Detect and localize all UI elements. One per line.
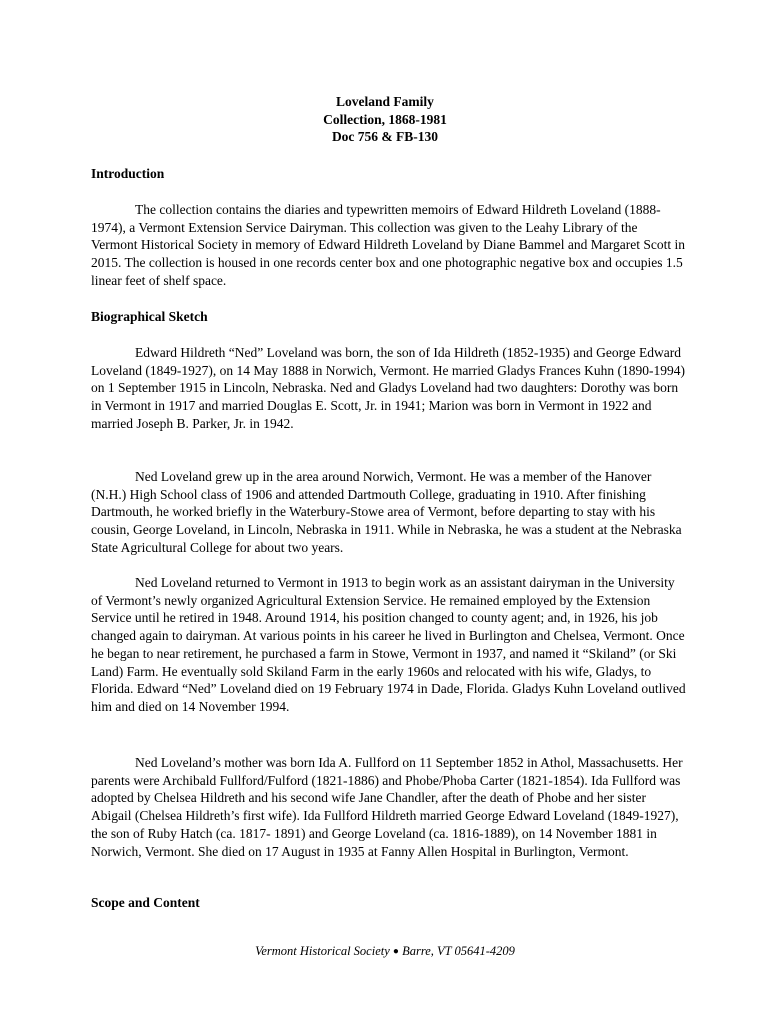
- biography-paragraph-1: Edward Hildreth “Ned” Loveland was born, the son of Ida Hildreth (1852-1935) and George Edward Loveland (1849-1927), on 14 May 1888 in Norwich, Vermont. He married Gladys Frances Kuhn (1890-1994) on 1 September 1915 in Lincoln, Nebraska. Ned and Gladys Loveland had two daughters: Dorothy was born in Vermont in 1917 and married Douglas E. Scott, Jr. in 1941; Marion was born in Vermont in 1922 and married Joseph B. Parker, Jr. in 1942.: [91, 345, 686, 431]
- page-footer: [0, 943, 770, 961]
- footer-organization: Vermont Historical Society: [255, 944, 390, 958]
- biography-paragraph-2: Ned Loveland grew up in the area around Norwich, Vermont. He was a member of the Hanover (N.H.) High School class of 1906 and attended Dartmouth College, graduating in 1910. After finishing Dartmouth, he worked briefly in the Waterbury-Stowe area of Vermont, before departing to stay with his cousin, George Loveland, in Lincoln, Nebraska in 1911. While in Nebraska, he was a student at the Nebraska State Agricultural College for about two years.: [91, 469, 682, 555]
- footer-bullet: ●: [392, 946, 399, 957]
- title-line-3: Doc 756 & FB-130: [331, 129, 439, 145]
- introduction-heading: Introduction: [91, 166, 165, 181]
- biography-paragraph-3: Ned Loveland returned to Vermont in 1913 to begin work as an assistant dairyman in the University of Vermont’s newly organized Agricultural Extension Service. He remained employed by the Extension Service until he retired in 1948. Around 1914, his position changed to county agent; and, in 1926, his job changed again to dairyman. At various points in his career he lived in Burlington and Chelsea, Vermont. Once he began to near retirement, he purchased a farm in Stowe, Vermont in 1937, and named it “Skiland” (or Ski Land) Farm. He eventually sold Skiland Farm in the early 1960s and relocated with his wife, Gladys, to Florida. Edward “Ned” Loveland died on 19 February 1974 in Dade, Florida. Gladys Kuhn Loveland outlived him and died on 14 November 1994.: [91, 575, 686, 714]
- biography-paragraph-4: Ned Loveland’s mother was born Ida A. Fullford on 11 September 1852 in Athol, Massachusetts. Her parents were Archibald Fullford/Fulford (1821-1886) and Phobe/Phoba Carter (1821-1854). Ida Fullford was adopted by Chelsea Hildreth and his second wife Jane Chandler, after the death of Phobe and her sister Abigail (Chelsea Hildreth’s first wife). Ida Fullford Hildreth married George Edward Loveland (1849-1927), the son of Ruby Hatch (ca. 1817- 1891) and George Loveland (ca. 1816-1889), on 14 November 1881 in Norwich, Vermont. She died on 17 August in 1935 at Fanny Allen Hospital in Burlington, Vermont.: [91, 755, 683, 859]
- introduction-paragraph: The collection contains the diaries and typewritten memoirs of Edward Hildreth Loveland (1888-1974), a Vermont Extension Service Dairyman. This collection was given to the Leahy Library of the Vermont Historical Society in memory of Edward Hildreth Loveland by Diane Bammel and Margaret Scott in 2015. The collection is housed in one records center box and one photographic negative box and occupies 1.5 linear feet of shelf space.: [91, 202, 685, 288]
- scope-and-content-heading: Scope and Content: [91, 895, 200, 910]
- title-line-1: Loveland Family: [336, 94, 434, 109]
- document-title: [0, 93, 770, 146]
- title-line-2: Collection, 1868-1981: [323, 111, 447, 127]
- footer-address: Barre, VT 05641-4209: [402, 944, 515, 958]
- biographical-sketch-heading: Biographical Sketch: [91, 309, 208, 324]
